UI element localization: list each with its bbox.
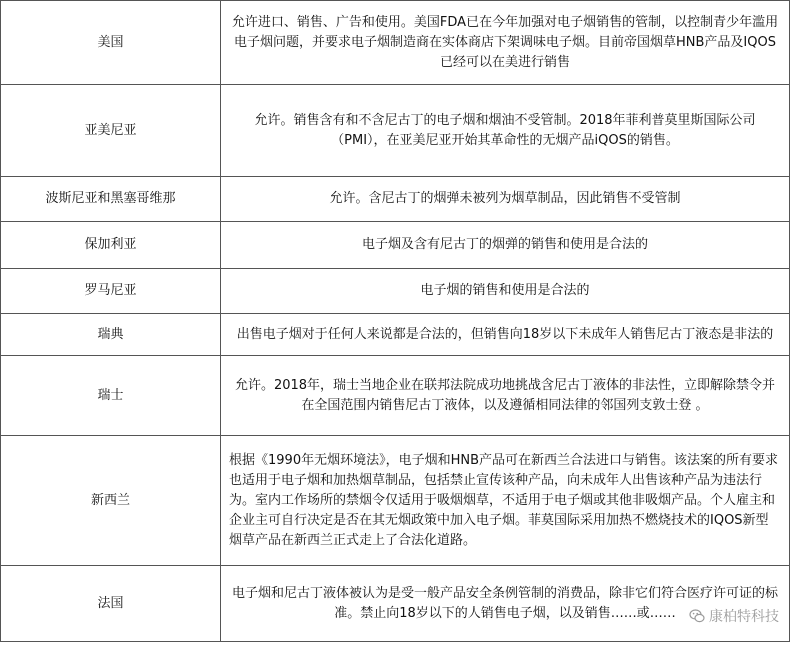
description-cell: 允许。含尼古丁的烟弹未被列为烟草制品，因此销售不受管制 xyxy=(221,177,790,222)
country-cell: 波斯尼亚和黑塞哥维那 xyxy=(1,177,221,222)
table-row xyxy=(1,177,790,222)
description-cell: 电子烟和尼古丁液体被认为是受一般产品安全条例管制的消费品，除非它们符合医疗许可证的标准。禁止向18岁以下的人销售电子烟，以及销售……或…… xyxy=(221,566,790,642)
wechat-icon xyxy=(689,608,705,624)
watermark-text: 康柏特科技 xyxy=(709,609,779,625)
table-row xyxy=(1,436,790,566)
table-row xyxy=(1,269,790,314)
table-row xyxy=(1,314,790,356)
country-cell: 瑞士 xyxy=(1,356,221,436)
country-cell: 瑞典 xyxy=(1,314,221,356)
table-row xyxy=(1,85,790,177)
country-cell: 新西兰 xyxy=(1,436,221,566)
description-cell: 出售电子烟对于任何人来说都是合法的，但销售向18岁以下未成年人销售尼古丁液态是非法的 xyxy=(221,314,790,356)
table-row xyxy=(1,1,790,85)
description-cell: 允许进口、销售、广告和使用。美国FDA已在今年加强对电子烟销售的管制，以控制青少年滥用电子烟问题，并要求电子烟制造商在实体商店下架调味电子烟。目前帝国烟草HNB产品及IQOS已经可以在美进行销售 xyxy=(221,1,790,85)
country-cell: 美国 xyxy=(1,1,221,85)
description-cell: 电子烟及含有尼古丁的烟弹的销售和使用是合法的 xyxy=(221,222,790,269)
country-cell: 法国 xyxy=(1,566,221,642)
table-row xyxy=(1,356,790,436)
country-cell: 罗马尼亚 xyxy=(1,269,221,314)
table-row xyxy=(1,222,790,269)
description-cell: 电子烟的销售和使用是合法的 xyxy=(221,269,790,314)
description-cell: 允许。销售含有和不含尼古丁的电子烟和烟油不受管制。2018年菲利普莫里斯国际公司（PMI），在亚美尼亚开始其革命性的无烟产品iQOS的销售。 xyxy=(221,85,790,177)
watermark xyxy=(686,605,782,627)
description-cell: 允许。2018年，瑞士当地企业在联邦法院成功地挑战含尼古丁液体的非法性，立即解除禁令并在全国范围内销售尼古丁液体，以及遵循相同法律的邻国列支敦士登 。 xyxy=(221,356,790,436)
table-row xyxy=(1,566,790,642)
country-cell: 亚美尼亚 xyxy=(1,85,221,177)
description-cell: 根据《1990年无烟环境法》，电子烟和HNB产品可在新西兰合法进口与销售。该法案的所有要求也适用于电子烟和加热烟草制品，包括禁止宣传该种产品，向未成年人出售该种产品为违法行为。室内工作场所的禁烟令仅适用于吸烟烟草，不适用于电子烟或其他非吸烟产品。个人雇主和企业主可自行决定是否在其无烟政策中加入电子烟。菲莫国际采用加热不燃烧技术的IQOS新型烟草产品在新西兰正式走上了合法化道路。 xyxy=(221,436,790,566)
country-cell: 保加利亚 xyxy=(1,222,221,269)
